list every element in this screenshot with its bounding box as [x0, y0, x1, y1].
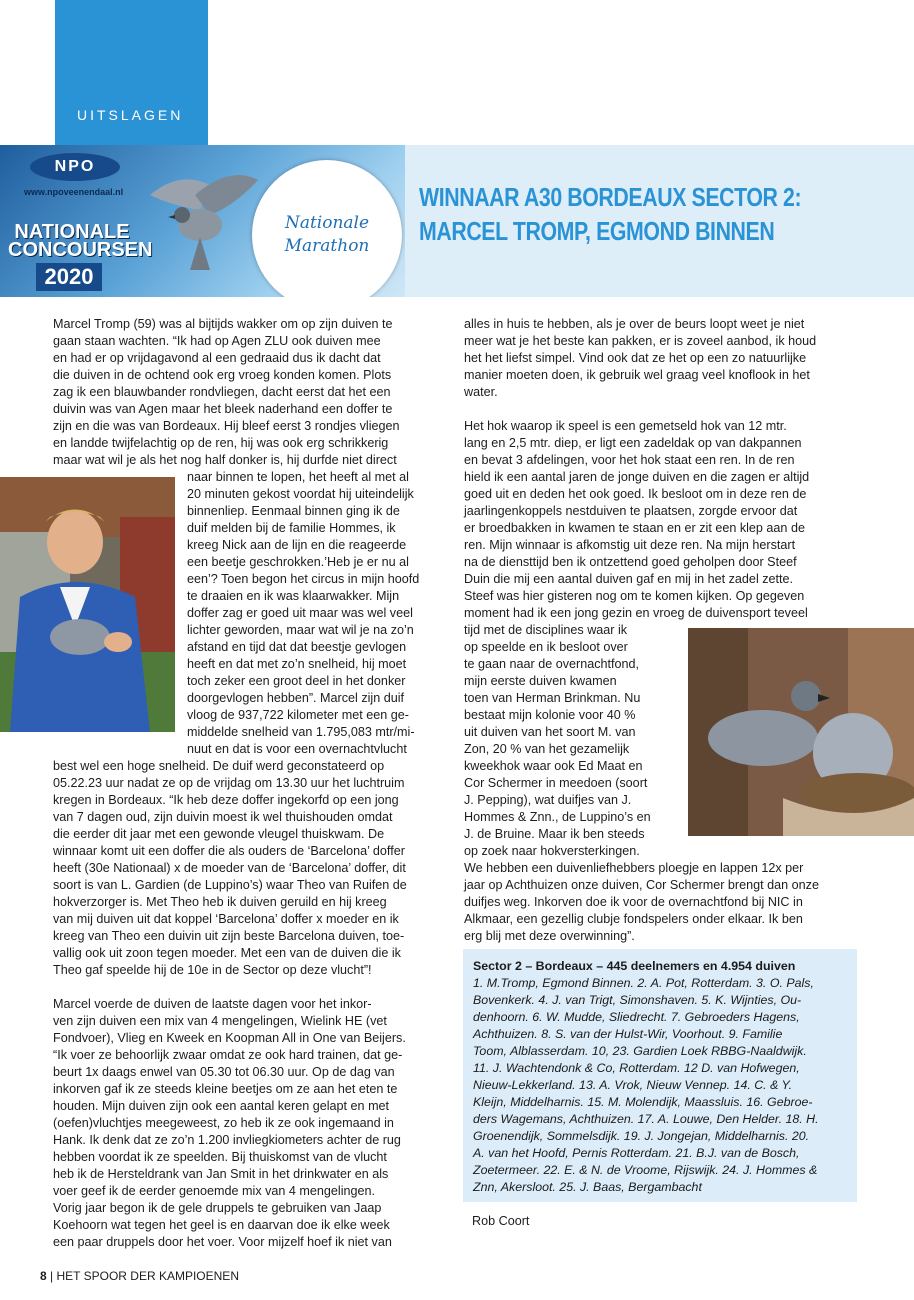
col1-rest-line: inkorven gaf ik ze steeds kleine beetjes om ze aan het eten te	[53, 1082, 398, 1096]
col1-wrap-line: doorgevlogen hebben”. Marcel zijn duif	[187, 691, 405, 705]
col1-line: die duiven in de ochtend ook erg vroeg konden komen. Plots	[53, 368, 392, 382]
col2-line: goed uit en deden het ook goed. Ik besloot om in deze ren de	[464, 487, 807, 501]
col2-wrap-line: Cor Schermer in meedoen (soort	[464, 776, 648, 790]
flying-pigeon-image	[140, 165, 260, 275]
results-line: Bovenkerk. 4. J. van Trigt, Simonshaven. 5. K. Wijnties, Ou-	[473, 993, 802, 1007]
results-line: ders Wagemans, Achthuizen. 17. A. Louwe, Den Helder. 18. H.	[473, 1112, 819, 1126]
col1-wrap-line: nuut en dat is voor een overnachtvlucht	[187, 742, 407, 756]
col2-rest-line: Alkmaar, een gezellig clubje fondspelers onder elkaar. Ik ben	[464, 912, 803, 926]
col2-line: alles in huis te hebben, als je over de beurs loopt weet je niet	[464, 317, 805, 331]
col2-wrap-line: te gaan naar de overnachtfond,	[464, 657, 640, 671]
author: Rob Coort	[472, 1214, 530, 1228]
results-line: A. van het Hoofd, Pernis Rotterdam. 21. B.J. van de Bosch,	[473, 1146, 800, 1160]
col1-wrap-line: vloog de 937,722 kilometer met een ge-	[187, 708, 409, 722]
col2-wrap-line: J. de Bruine. Maar ik ben steeds	[464, 827, 645, 841]
col2-line: Duin die mij een aantal duiven gaf en mij in het zadel zette.	[464, 572, 794, 586]
col2-rest-line: duifjes weg. Inkorven doe ik voor de overnachtfond bij NIC in	[464, 895, 803, 909]
col2-wrap-line: J. Pepping), wat duifjes van J.	[464, 793, 632, 807]
col1-rest-line: die eerder dit jaar met een gewonde vleugel thuiskwam. De	[53, 827, 385, 841]
results-line: Nieuw-Lekkerland. 13. A. Vrok, Nieuw Vennep. 14. C. & Y.	[473, 1078, 793, 1092]
col2-wrap-line: op zoek naar hokversterkingen.	[464, 844, 640, 858]
results-line: Achthuizen. 8. S. van der Hulst-Wir, Voorhout. 9. Familie	[473, 1027, 783, 1041]
col1-rest-line: Marcel voerde de duiven de laatste dagen voor het inkor-	[53, 997, 372, 1011]
col2-line: moment had ik een jong gezin en vroeg de duivensport teveel	[464, 606, 808, 620]
npo-banner	[0, 145, 405, 297]
col2-line: en bevat 3 afdelingen, voor het hok staat een ren. In de ren	[464, 453, 795, 467]
results-line: Znn, Akersloot. 25. J. Baas, Bergambacht	[473, 1180, 702, 1194]
col1-wrap-line: heeft en dat met zo’n snelheid, hij moet	[187, 657, 407, 671]
col1-line: zijn en die was van Bordeaux. Hij bleef eerst 3 rondjes vliegen	[53, 419, 400, 433]
col1-rest-line: een paar druppels door het voer. Voor mijzelf hoef ik niet van	[53, 1235, 392, 1249]
col2-line: lang en 2,5 mtr. diep, er ligt een zadeldak op van dakpannen	[464, 436, 802, 450]
footer-separator: |	[50, 1269, 54, 1283]
col1-rest-line: soort is van L. Gardien (de Luppino’s) waar Theo van Ruifen de	[53, 878, 407, 892]
col2-wrap-line: bestaat mijn kolonie voor 40 %	[464, 708, 636, 722]
col1-rest-line: van mij duiven uit dat koppel ‘Barcelona’ doffer x moeder en ik	[53, 912, 399, 926]
headline-line1: WINNAAR A30 BORDEAUX SECTOR 2:	[419, 182, 802, 212]
col2-line: meer wat je het beste kan pakken, er is zoveel aanbod, ik houd	[464, 334, 817, 348]
col1-rest-line: Theo gaf speelde hij de 10e in de Sector op deze vlucht”!	[53, 963, 372, 977]
results-line: Toom, Alblasserdam. 10, 23. Gardien Loek RBBG-Naaldwijk.	[473, 1044, 807, 1058]
banner-year: 2020	[36, 263, 102, 291]
col1-wrap-line: afstand en tijd dat dat beestje gevlogen	[187, 640, 407, 654]
col1-rest-line: van 7 dagen oud, zijn duivin moest ik wel thuishouden omdat	[53, 810, 393, 824]
col1-line: zag ik een blauwbander rondvliegen, dacht eerst dat het een	[53, 385, 391, 399]
page-footer	[40, 1269, 239, 1283]
col1-wrap-line: lichter geworden, maar wat wil je na zo’n	[187, 623, 414, 637]
col2-rest-line: erg blij met deze overwinning”.	[464, 929, 635, 943]
nationale-marathon-badge	[252, 160, 402, 297]
col1-rest-line: houden. Mijn duiven zijn ook een aantal keren gelapt en met	[53, 1099, 390, 1113]
col2-wrap-line: mijn eerste duiven kwamen	[464, 674, 617, 688]
col2-line: Het hok waarop ik speel is een gemetseld hok van 12 mtr.	[464, 419, 787, 433]
col1-line: duivin was van Agen maar het bleek naderhand een doffer te	[53, 402, 393, 416]
col2-line: na de diensttijd ben ik ontzettend goed geholpen door Steef	[464, 555, 797, 569]
col2-line: hield ik een aantal jaren de jonge duiven en die zagen er altijd	[464, 470, 810, 484]
col1-rest-line: heeft (30e Nationaal) x de moeder van de ‘Barcelona’ doffer, dit	[53, 861, 406, 875]
photo-marcel-tromp	[0, 477, 175, 732]
col1-rest-line: Hank. Ik denk dat ze zo’n 1.200 invliegkiometers achter de rug	[53, 1133, 401, 1147]
col1-wrap-line: doffer zag er goed uit maar was wel veel	[187, 606, 413, 620]
results-line: 1. M.Tromp, Egmond Binnen. 2. A. Pot, Rotterdam. 3. O. Pals,	[473, 976, 814, 990]
col1-line: en had er op vrijdagavond al een gedraaid dus ik dacht dat	[53, 351, 381, 365]
col2-line: Steef was hier gisteren nog om te komen kijken. Op gegeven	[464, 589, 805, 603]
col2-rest-line: jaar op Achthuizen onze duiven, Cor Schermer brengt dan onze	[464, 878, 819, 892]
col1-rest-line: hokverzorger is. Met Theo heb ik duiven geruild en hij kreeg	[53, 895, 387, 909]
col1-rest-line: best wel een hoge snelheid. De duif werd geconstateerd op	[53, 759, 385, 773]
col2-line: er broedbakken in kwamen te staan en er zit een klep aan de	[464, 521, 805, 535]
col1-wrap-line: te draaien en ik was klaarwakker. Mijn	[187, 589, 400, 603]
col1-wrap-line: toch zeker een groot deel in het donker	[187, 674, 406, 688]
col1-wrap-line: duif melden bij de familie Hommes, ik	[187, 521, 396, 535]
col2-line: ren. Mijn winnaar is afkomstig uit deze ren. Na mijn herstart	[464, 538, 796, 552]
headline-line2: MARCEL TROMP, EGMOND BINNEN	[419, 216, 775, 246]
col1-wrap-line: binnenliep. Eenmaal binnen ging ik de	[187, 504, 400, 518]
badge-line2: Marathon	[284, 236, 370, 256]
col1-rest-line: kregen in Bordeaux. “Ik heb deze doffer ingekorfd op een jong	[53, 793, 399, 807]
section-tab-label: UITSLAGEN	[77, 107, 184, 123]
headline-box	[405, 145, 914, 297]
col1-wrap-line: een’? Toen begon het circus in mijn hoofd	[187, 572, 420, 586]
results-line: Groenendijk, Sommelsdijk. 19. J. Jongejan, Middelharnis. 20.	[473, 1129, 810, 1143]
col1-rest-line: Koehoorn wat tegen het geel is en daarvan doe ik elke week	[53, 1218, 390, 1232]
col1-line: maar wat wil je als het nog half donker is, hij durfde niet direct	[53, 453, 397, 467]
col1-line: gaan staan wachten. “Ik had op Agen ZLU ook duiven mee	[53, 334, 381, 348]
col2-wrap-line: tijd met de disciplines waar ik	[464, 623, 628, 637]
col2-line: water.	[464, 385, 498, 399]
col1-rest-line: Fondvoer), Vlieg en Kweek en Koopman All in One van Beijers.	[53, 1031, 406, 1045]
col2-wrap-line: toen van Herman Brinkman. Nu	[464, 691, 641, 705]
col1-rest-line: (oefen)vluchtjes meegeweest, zo heb ik ze ook ingemaand in	[53, 1116, 394, 1130]
col1-rest-line: hebben voordat ik ze speelden. Bij thuiskomst van de vlucht	[53, 1150, 387, 1164]
col1-rest-line: kreeg van Theo een duivin uit zijn beste Barcelona duiven, toe-	[53, 929, 405, 943]
banner-title-line1: NATIONALE	[14, 221, 130, 243]
col1-rest-line: Vorig jaar begon ik de gele druppels te gebruiken van Jaap	[53, 1201, 382, 1215]
results-line: denhoorn. 6. W. Mudde, Sliedrecht. 7. Gebroeders Hagens,	[473, 1010, 800, 1024]
results-title: Sector 2 – Bordeaux – 445 deelnemers en 4.954 duiven	[473, 959, 796, 973]
col1-line: Marcel Tromp (59) was al bijtijds wakker om op zijn duiven te	[53, 317, 393, 331]
badge-line1: Nationale	[284, 213, 370, 233]
results-line: Zoetermeer. 22. E. & N. de Vroome, Rijswijk. 24. J. Hommes &	[473, 1163, 818, 1177]
col1-line: en landde twijfelachtig op de ren, hij was ook erg schrikkerig	[53, 436, 389, 450]
col1-wrap-line: naar binnen te lopen, het heeft al met al	[187, 470, 409, 484]
col1-rest-line: 05.22.23 uur nadat ze op de vrijdag om 13.30 uur het luchtruim	[53, 776, 405, 790]
col1-rest-line: voer geef ik de eerder genoemde mix van 4 mengelingen.	[53, 1184, 376, 1198]
col2-line: het het liefst simpel. Vind ook dat ze het op een zo natuurlijke	[464, 351, 807, 365]
col1-rest-line: “Ik voer ze behoorlijk zwaar omdat ze ook hard trainen, dat ge-	[53, 1048, 403, 1062]
col2-wrap-line: kweekhok waar ook Ed Maat en	[464, 759, 643, 773]
col2-line: manier moeten doen, ik gebruik wel graag veel knoflook in het	[464, 368, 810, 382]
col1-wrap-line: middelde snelheid van 1.795,083 mtr/mi-	[187, 725, 415, 739]
col1-rest-line: ven zijn duiven een mix van 4 mengelingen, Wielink HE (vet	[53, 1014, 387, 1028]
col1-wrap-line: een beetje geschrokken.’Heb je er nu al	[187, 555, 409, 569]
photo-pigeons-nest	[688, 628, 914, 836]
col1-rest-line: beurt 1x daags enwel van 05.30 tot 06.30 uur. Op de dag van	[53, 1065, 395, 1079]
results-line: Kleijn, Middelharnis. 15. M. Molendijk, Maassluis. 16. Gebroe-	[473, 1095, 813, 1109]
section-tab	[55, 0, 208, 145]
banner-title-line2: CONCOURSEN	[8, 239, 153, 261]
col1-rest-line: vallig ook uit zoon tegen moeder. Met een van de duiven die ik	[53, 946, 401, 960]
col2-line: jaarlingenkoppels nestduiven te plaatsen, zorgde ervoor dat	[464, 504, 798, 518]
col2-wrap-line: op speelde en ik besloot over	[464, 640, 628, 654]
col1-rest-line: heb ik de Hersteldrank van Jan Smit in het drinkwater en als	[53, 1167, 389, 1181]
banner-title	[8, 221, 153, 261]
page-number: 8	[40, 1269, 47, 1283]
col2-rest-line: We hebben een duivenliefhebbers ploegje en lappen 12x per	[464, 861, 804, 875]
col2-wrap-line: uit duiven van het soort M. van	[464, 725, 636, 739]
col2-wrap-line: Zon, 20 % van het gezamelijk	[464, 742, 630, 756]
col2-wrap-line: Hommes & Znn., de Luppino’s en	[464, 810, 651, 824]
magazine-name: HET SPOOR DER KAMPIOENEN	[56, 1269, 239, 1283]
npo-url: www.npoveenendaal.nl	[24, 187, 124, 197]
npo-logo: NPO	[30, 153, 120, 181]
col1-wrap-line: 20 minuten gekost voordat hij uiteindelijk	[187, 487, 414, 501]
col1-rest-line: winnaar komt uit een doffer die als ouders de ‘Barcelona’ doffer	[53, 844, 405, 858]
results-line: 11. J. Wachtendonk & Co, Rotterdam. 12 D. van Hofwegen,	[473, 1061, 800, 1075]
results-box	[463, 949, 857, 1202]
col1-wrap-line: kreeg Nick aan de lijn en die reageerde	[187, 538, 407, 552]
